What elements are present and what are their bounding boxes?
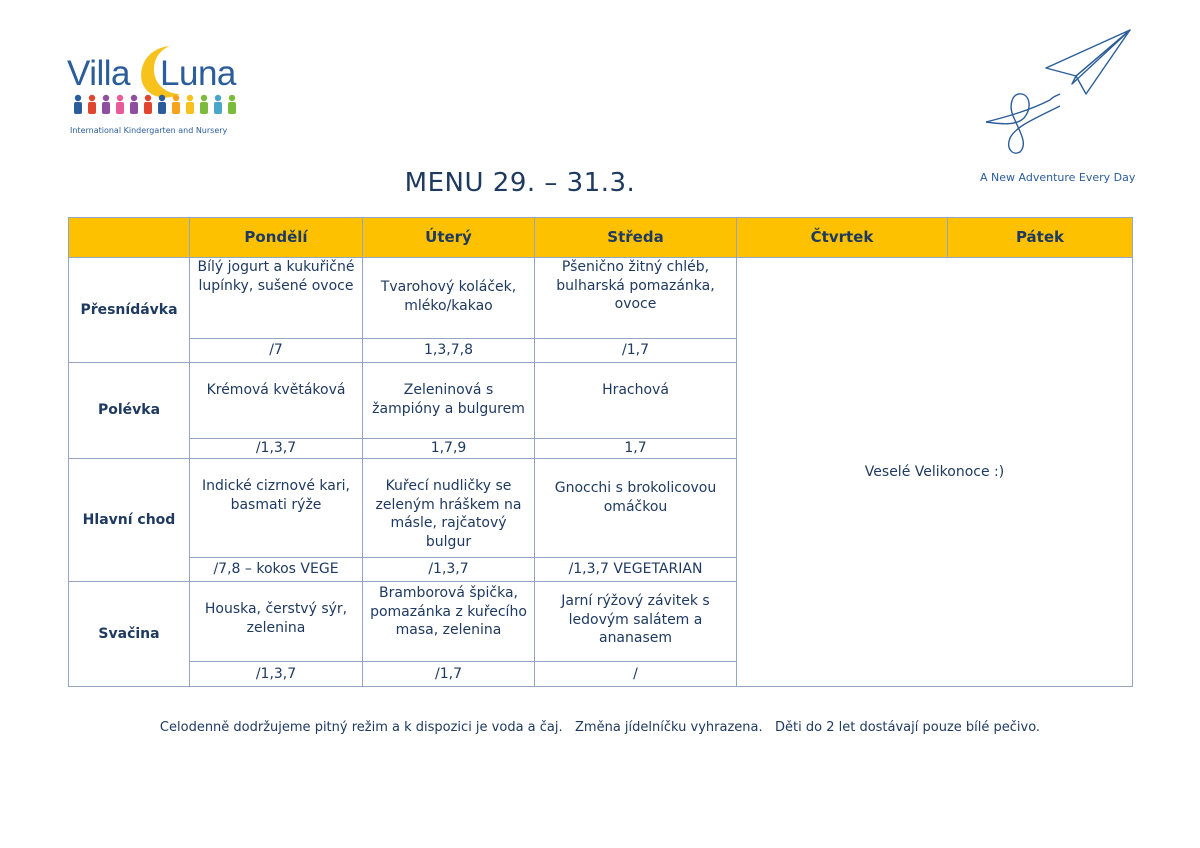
table-header-row [69, 218, 1133, 258]
allergen-cell: / [535, 662, 737, 687]
paper-plane-icon [980, 26, 1140, 160]
page-title: MENU 29. – 31.3. [404, 168, 636, 198]
allergen-cell: /7 [190, 339, 363, 363]
allergen-cell: 1,7 [535, 439, 737, 459]
logo-word-luna: Luna [160, 54, 236, 93]
row-label-snack-morning: Přesnídávka [69, 258, 190, 363]
meal-cell: Krémová květáková [190, 363, 363, 439]
logo-wordmark [67, 54, 236, 94]
table-row [69, 258, 1133, 339]
row-label-snack-afternoon: Svačina [69, 582, 190, 687]
logo-tagline: International Kindergarten and Nursery [70, 126, 228, 135]
meal-cell: Bramborová špička, pomazánka z kuřecího masa, zelenina [363, 582, 535, 662]
meal-cell: Tvarohový koláček, mléko/kakao [363, 258, 535, 339]
allergen-cell: /1,3,7 [190, 439, 363, 459]
footer-note: Celodenně dodržujeme pitný režim a k dispozici je voda a čaj. Změna jídelníčku vyhrazena. Děti do 2 let dostávají pouze bílé pečivo. [159, 720, 1041, 735]
meal-cell: Bílý jogurt a kukuřičné lupínky, sušené ovoce [190, 258, 363, 339]
villa-luna-logo [64, 42, 254, 142]
header-thursday: Čtvrtek [737, 218, 948, 258]
meal-cell: Hrachová [535, 363, 737, 439]
meal-cell: Pšenično žitný chléb, bulharská pomazánka, ovoce [535, 258, 737, 339]
allergen-cell: /1,3,7 [363, 558, 535, 582]
menu-table [68, 217, 1133, 687]
meal-cell: Gnocchi s brokolicovou omáčkou [535, 459, 737, 558]
meal-cell: Zeleninová s žampióny a bulgurem [363, 363, 535, 439]
header-friday: Pátek [948, 218, 1133, 258]
header-tuesday: Úterý [363, 218, 535, 258]
row-label-soup: Polévka [69, 363, 190, 459]
meal-cell: Houska, čerstvý sýr, zelenina [190, 582, 363, 662]
allergen-cell: /1,3,7 [190, 662, 363, 687]
allergen-cell: /1,7 [363, 662, 535, 687]
allergen-cell: /1,3,7 VEGETARIAN [535, 558, 737, 582]
slogan: A New Adventure Every Day [980, 171, 1136, 184]
allergen-cell: 1,3,7,8 [363, 339, 535, 363]
allergen-cell: /1,7 [535, 339, 737, 363]
row-label-main-course: Hlavní chod [69, 459, 190, 582]
logo-word-villa: Villa [67, 54, 131, 93]
allergen-cell: 1,7,9 [363, 439, 535, 459]
allergen-cell: /7,8 – kokos VEGE [190, 558, 363, 582]
meal-cell: Jarní rýžový závitek s ledovým salátem a ananasem [535, 582, 737, 662]
header-wednesday: Středa [535, 218, 737, 258]
header-corner [69, 218, 190, 258]
meal-cell: Indické cizrnové kari, basmati rýže [190, 459, 363, 558]
header-monday: Pondělí [190, 218, 363, 258]
holiday-note: Veselé Velikonoce :) [737, 258, 1133, 687]
children-row-icon [70, 94, 240, 116]
meal-cell: Kuřecí nudličky se zeleným hráškem na másle, rajčatový bulgur [363, 459, 535, 558]
